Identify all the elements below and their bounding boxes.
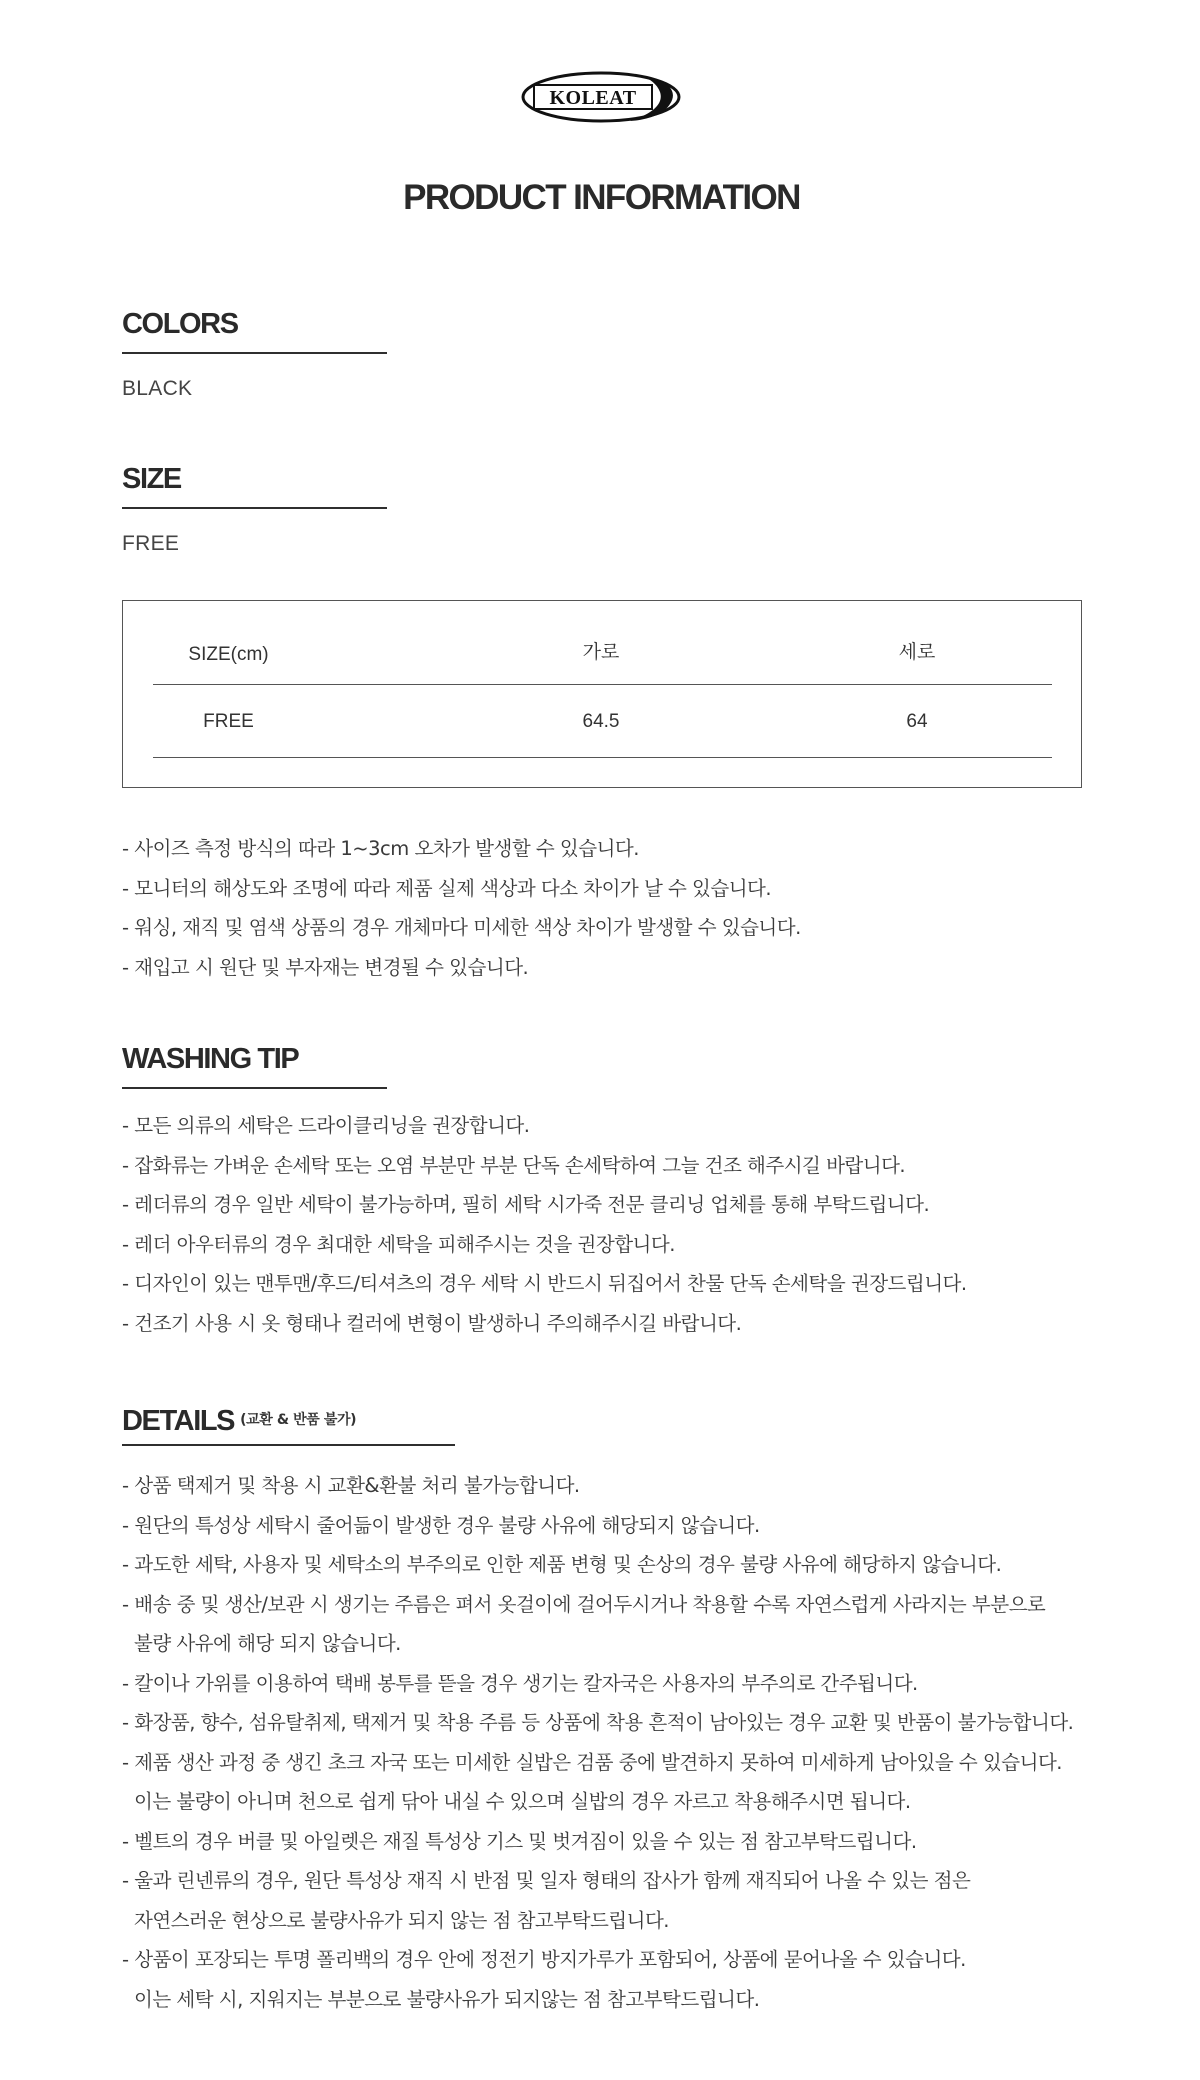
details-underline xyxy=(122,1444,455,1446)
table-bottom-rule xyxy=(153,757,1052,758)
table-cell-height: 64 xyxy=(906,711,928,732)
table-cell-width: 64.5 xyxy=(582,711,620,732)
note-line: - 재입고 시 원단 및 부자재는 변경될 수 있습니다. xyxy=(122,955,529,979)
details-line: - 칼이나 가위를 이용하여 택배 봉투를 뜯을 경우 생기는 칼자국은 사용자의 부주의로 간주됩니다. xyxy=(122,1671,918,1695)
details-line: - 과도한 세탁, 사용자 및 세탁소의 부주의로 인한 제품 변형 및 손상의 경우 불량 사유에 해당하지 않습니다. xyxy=(122,1553,1002,1576)
size-value: FREE xyxy=(122,532,180,555)
table-header-size: SIZE(cm) xyxy=(188,644,269,665)
size-notes xyxy=(122,829,801,987)
washing-line: - 건조기 사용 시 옷 형태나 컬러에 변형이 발생하니 주의해주시길 바랍니다. xyxy=(122,1311,742,1335)
details-line-continued: 이는 불량이 아니며 천으로 쉽게 닦아 내실 수 있으며 실밥의 경우 자르고 착용해주시면 됩니다. xyxy=(134,1790,911,1813)
details-list xyxy=(122,1466,1073,2019)
size-underline xyxy=(122,507,387,509)
details-note: (교환 & 반품 불가) xyxy=(240,1412,357,1428)
color-value: BLACK xyxy=(122,377,193,400)
washing-underline xyxy=(122,1087,387,1089)
table-divider xyxy=(153,684,1052,685)
washing-line: - 잡화류는 가벼운 손세탁 또는 오염 부분만 부분 단독 손세탁하여 그늘 건조 해주시길 바랍니다. xyxy=(122,1153,906,1177)
details-line: - 상품 택제거 및 착용 시 교환&환불 처리 불가능합니다. xyxy=(122,1474,580,1497)
details-line: - 울과 린넨류의 경우, 원단 특성상 재직 시 반점 및 일자 형태의 잡사가 함께 재직되어 나올 수 있는 점은 xyxy=(122,1869,971,1892)
details-line-continued: 이는 세탁 시, 지워지는 부분으로 불량사유가 되지않는 점 참고부탁드립니다. xyxy=(134,1987,760,2011)
logo-emblem xyxy=(520,70,682,124)
size-heading: SIZE xyxy=(122,463,181,495)
table-cell-size: FREE xyxy=(203,711,254,732)
note-line: - 모니터의 해상도와 조명에 따라 제품 실제 색상과 다소 차이가 날 수 있습니다. xyxy=(122,876,772,900)
washing-line: - 디자인이 있는 맨투맨/후드/티셔츠의 경우 세탁 시 반드시 뒤집어서 찬물 단독 손세탁을 권장드립니다. xyxy=(122,1272,967,1295)
details-line-continued: 자연스러운 현상으로 불량사유가 되지 않는 점 참고부탁드립니다. xyxy=(134,1908,669,1932)
table-header-width: 가로 xyxy=(582,642,620,663)
brand-logo xyxy=(520,70,682,124)
details-line: - 상품이 포장되는 투명 폴리백의 경우 안에 정전기 방지가루가 포함되어, 상품에 묻어나올 수 있습니다. xyxy=(122,1948,966,1971)
washing-line: - 레더 아우터류의 경우 최대한 세탁을 피해주시는 것을 권장합니다. xyxy=(122,1232,675,1256)
details-line: - 원단의 특성상 세탁시 줄어듦이 발생한 경우 불량 사유에 해당되지 않습니다. xyxy=(122,1513,760,1537)
washing-heading: WASHING TIP xyxy=(122,1043,299,1075)
details-line-continued: 불량 사유에 해당 되지 않습니다. xyxy=(134,1632,401,1655)
details-line: - 화장품, 향수, 섬유탈취제, 택제거 및 착용 주름 등 상품에 착용 흔적이 남아있는 경우 교환 및 반품이 불가능합니다. xyxy=(122,1711,1074,1734)
colors-underline xyxy=(122,352,387,354)
note-line: - 워싱, 재직 및 염색 상품의 경우 개체마다 미세한 색상 차이가 발생할 수 있습니다. xyxy=(122,916,801,939)
details-line: - 배송 중 및 생산/보관 시 생기는 주름은 펴서 옷걸이에 걸어두시거나 착용할 수록 자연스럽게 사라지는 부분으로 xyxy=(122,1592,1046,1616)
details-line: - 제품 생산 과정 중 생긴 초크 자국 또는 미세한 실밥은 검품 중에 발견하지 못하여 미세하게 남아있을 수 있습니다. xyxy=(122,1750,1062,1774)
details-title: DETAILS xyxy=(122,1405,235,1437)
note-line: - 사이즈 측정 방식의 따라 1~3cm 오차가 발생할 수 있습니다. xyxy=(122,837,639,860)
table-header-height: 세로 xyxy=(898,642,936,663)
details-line: - 벨트의 경우 버클 및 아일렛은 재질 특성상 기스 및 벗겨짐이 있을 수 있는 점 참고부탁드립니다. xyxy=(122,1829,917,1853)
details-heading xyxy=(122,1407,356,1436)
washing-list xyxy=(122,1106,967,1343)
colors-heading: COLORS xyxy=(122,308,238,340)
page-title: PRODUCT INFORMATION xyxy=(403,178,800,217)
size-table xyxy=(122,600,1082,788)
logo-text: KOLEAT xyxy=(549,87,637,109)
washing-line: - 모든 의류의 세탁은 드라이클리닝을 권장합니다. xyxy=(122,1114,530,1137)
washing-line: - 레더류의 경우 일반 세탁이 불가능하며, 필히 세탁 시가죽 전문 클리닝 업체를 통해 부탁드립니다. xyxy=(122,1193,930,1216)
